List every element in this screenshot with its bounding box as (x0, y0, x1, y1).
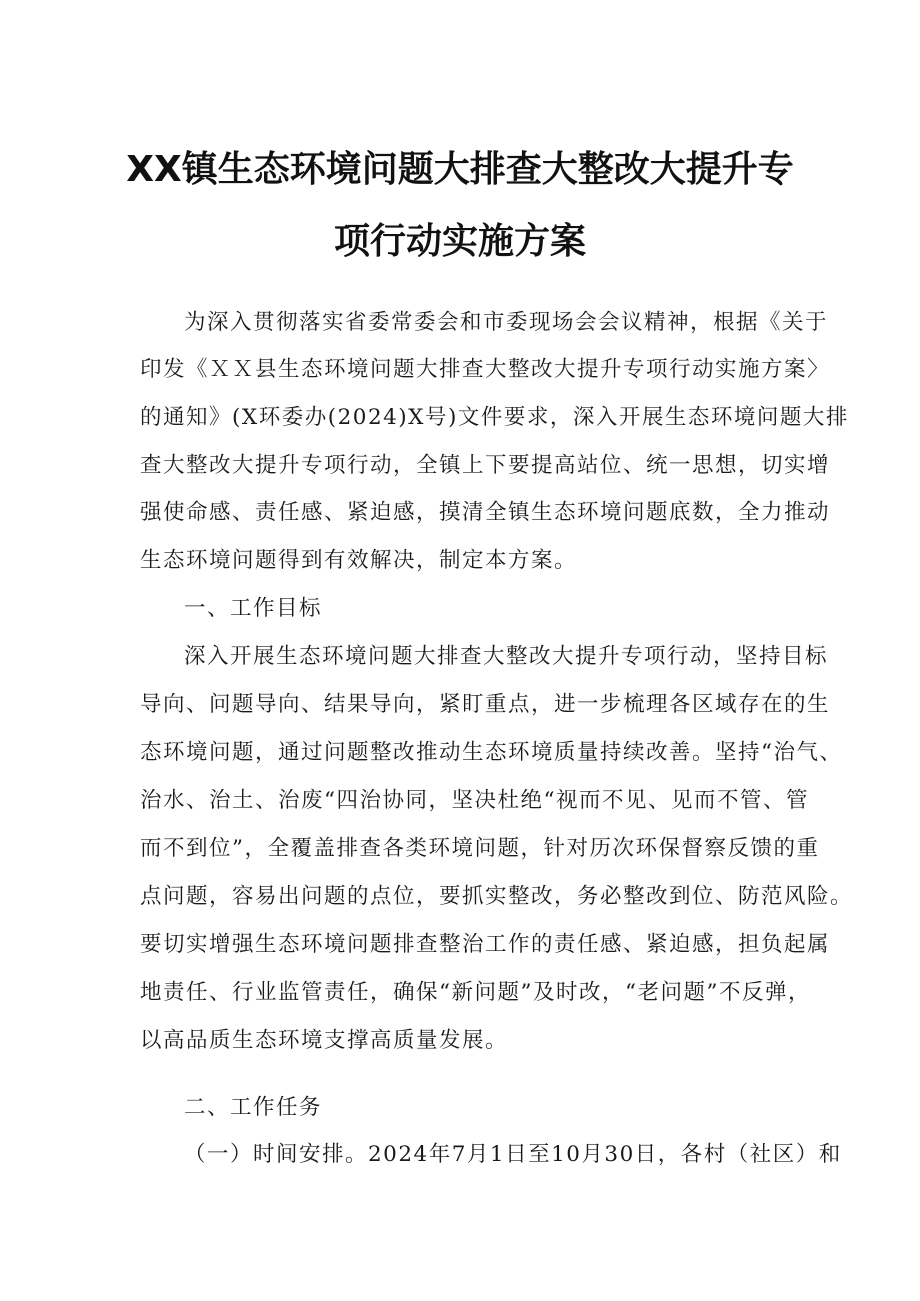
paragraph-line: 态环境问题，通过问题整改推动生态环境质量持续改善。坚持“治气、 (140, 740, 843, 765)
paragraph-line: 治水、治土、治废“四治协同，坚决杜绝“视而不见、见而不管、管 (140, 788, 809, 813)
section-heading: 一、工作目标 (184, 596, 323, 621)
paragraph-line: （一）时间安排。2024年7月1日至10月30日，各村（社区）和 (184, 1142, 842, 1167)
paragraph-line: 地责任、行业监管责任，确保“新问题”及时改，“老问题”不反弹， (140, 980, 811, 1005)
paragraph-line: 导向、问题导向、结果导向，紧盯重点，进一步梳理各区域存在的生 (140, 692, 831, 717)
document-title-line-2: 项行动实施方案 (333, 221, 586, 262)
paragraph-line: 深入开展生态环境问题大排查大整改大提升专项行动，坚持目标 (184, 644, 829, 669)
paragraph-line: 生态环境问题得到有效解决，制定本方案。 (140, 548, 578, 573)
paragraph-line: 印发《ＸＸ县生态环境问题大排查大整改大提升专项行动实施方案〉 (140, 357, 831, 382)
section-heading: 二、工作任务 (184, 1095, 323, 1120)
paragraph-line: 点问题，容易出问题的点位，要抓实整改，务必整改到位、防范风险。 (140, 884, 854, 909)
paragraph-line: 为深入贯彻落实省委常委会和市委现场会会议精神，根据《关于 (184, 310, 829, 335)
paragraph-line: 要切实增强生态环境问题排查整治工作的责任感、紧迫感，担负起属 (140, 932, 831, 957)
paragraph-line: 而不到位”，全覆盖排查各类环境问题，针对历次环保督察反馈的重 (140, 836, 820, 861)
paragraph-line: 查大整改大提升专项行动，全镇上下要提高站位、统一思想，切实增 (140, 453, 831, 478)
paragraph-line: 强使命感、责任感、紧迫感，摸清全镇生态环境问题底数，全力推动 (140, 500, 831, 525)
paragraph-line: 以高品质生态环境支撑高质量发展。 (140, 1028, 509, 1053)
document-title-line-1: XX镇生态环境问题大排查大整改大提升专 (126, 149, 794, 190)
paragraph-line: 的通知》(X环委办(2024)X号)文件要求，深入开展生态环境问题大排 (140, 405, 849, 430)
